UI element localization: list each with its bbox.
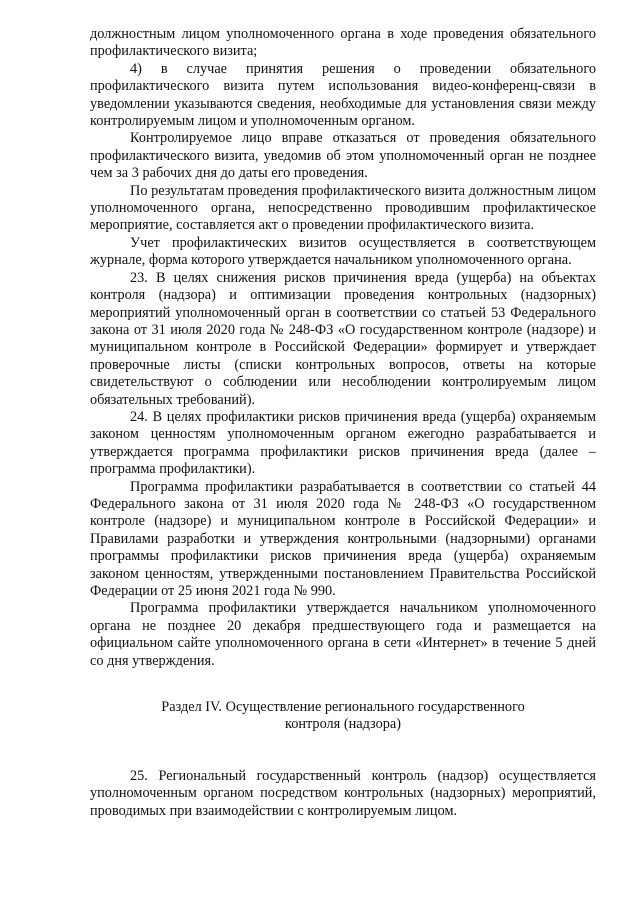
paragraph-refusal: Контролируемое лицо вправе отказаться от проведения обязательного профилактического визита, уведомив об этом уполномоченный орган не позднее чем за 3 рабочих дня до даты его проведения. xyxy=(90,130,596,182)
paragraph-item-4: 4) в случае принятия решения о проведении обязательного профилактического визита путем использования видео-конференц-связи в уведомлении указываются сведения, необходимые для установления связи между контролируемым лицом и уполномоченным органом. xyxy=(90,60,596,130)
section-heading-line-2: контроля (надзора) xyxy=(284,716,401,733)
section-heading-line-1: Раздел IV. Осуществление регионального государственного xyxy=(161,699,525,716)
paragraph-approval: Программа профилактики утверждается начальником уполномоченного органа не позднее 20 декабря предшествующего года и размещается на официальном сайте уполномоченного органа в сети «Интернет» в течение 5 дней со дня утверждения. xyxy=(90,600,596,669)
spacer xyxy=(90,734,596,768)
paragraph-23: 23. В целях снижения рисков причинения вреда (ущерба) на объектах контроля (надзора) и оптимизации проведения контрольных (надзорных) мероприятий уполномоченный орган в соответствии со статьей 53 Федерального закона от 31 июля 2020 года № 248-ФЗ «О государственном контроле (надзоре) и муниципальном контроле в Российской Федерации» формирует и утверждает проверочные листы (списки контрольных вопросов, ответы на которые свидетельствуют о соблюдении или несоблюдении контролируемым лицом обязательных требований). xyxy=(90,269,596,408)
section-heading xyxy=(90,699,596,734)
document-page xyxy=(90,26,596,820)
paragraph-continuation: должностным лицом уполномоченного органа в ходе проведения обязательного профилактического визита; xyxy=(90,26,596,60)
paragraph-24: 24. В целях профилактики рисков причинения вреда (ущерба) охраняемым законом ценностям уполномоченным органом ежегодно разрабатывается и утверждается программа профилактики рисков причинения вреда (далее – программа профилактики). xyxy=(90,408,596,478)
paragraph-25: 25. Региональный государственный контроль (надзор) осуществляется уполномоченным органом посредством контрольных (надзорных) мероприятий, проводимых при взаимодействии с контролируемым лицом. xyxy=(90,767,596,819)
paragraph-program: Программа профилактики разрабатывается в соответствии со статьей 44 Федерального закона от 31 июля 2020 года № 248-ФЗ «О государственном контроле (надзоре) и муниципальном контроле в Российской Федерации» и Правилами разработки и утверждения контрольными (надзорными) органами программы профилактики рисков причинения вреда (ущерба) охраняемым законом ценностям, утвержденными постановлением Правительства Российской Федерации от 25 июня 2021 года № 990. xyxy=(90,478,596,599)
paragraph-act: По результатам проведения профилактического визита должностным лицом уполномоченного органа, непосредственно проводившим профилактическое мероприятие, составляется акт о проведении профилактического визита. xyxy=(90,182,596,234)
paragraph-journal: Учет профилактических визитов осуществляется в соответствующем журнале, форма которого утверждается начальником уполномоченного органа. xyxy=(90,234,596,269)
